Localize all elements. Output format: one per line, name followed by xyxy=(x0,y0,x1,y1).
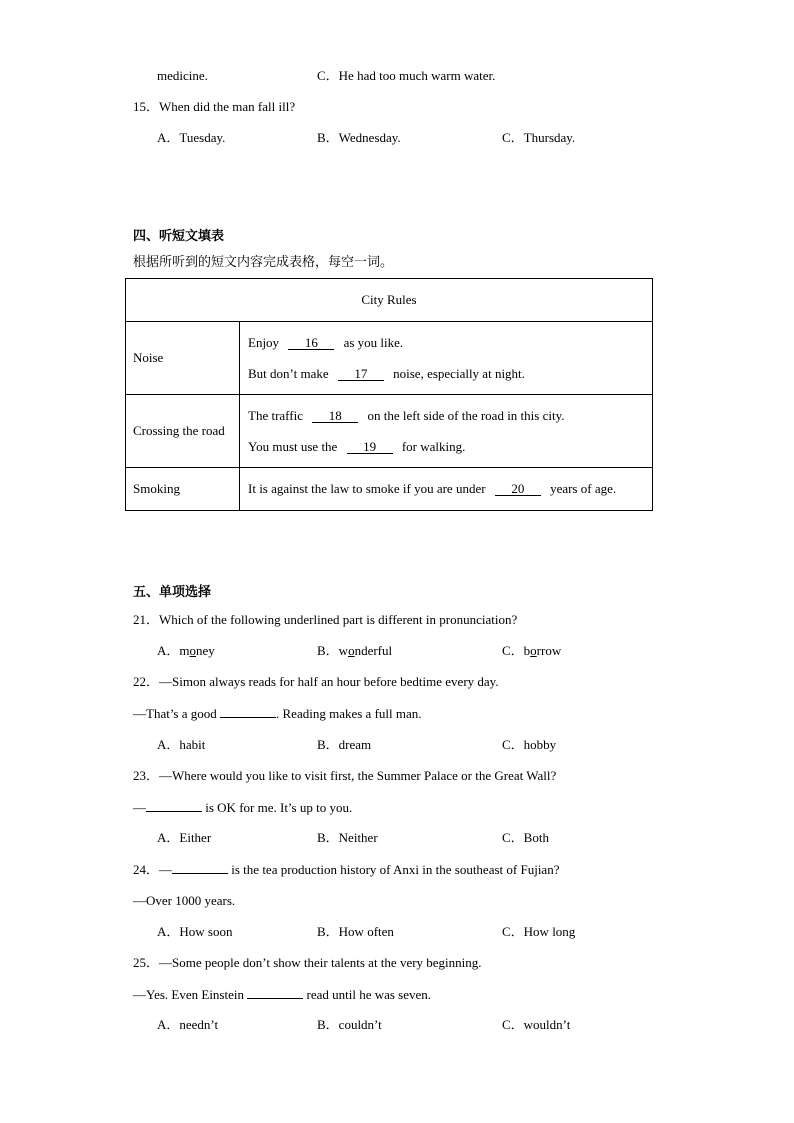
q24-option-a: A．How soon xyxy=(157,924,233,939)
q24-stem-post: is the tea production history of Anxi in the southeast of Fujian? xyxy=(228,862,560,877)
q25-option-c: C．wouldn’t xyxy=(502,1017,571,1032)
q25-option-b: B．couldn’t xyxy=(317,1017,382,1032)
q21-a-prefix: A．m xyxy=(157,643,190,658)
smoking-line1-post: years of age. xyxy=(550,481,617,496)
q23-option-b: B．Neither xyxy=(317,830,378,845)
blank-17: 17 xyxy=(338,367,384,381)
q21-a-suffix: ney xyxy=(196,643,215,658)
q21-option-b xyxy=(317,643,392,659)
noise-line2-post: noise, especially at night. xyxy=(393,365,525,381)
q23-stem: 23．—Where would you like to visit first, the Summer Palace or the Great Wall? xyxy=(133,768,557,783)
section5-heading: 五、单项选择 xyxy=(133,585,212,600)
q22-line2-post: . Reading makes a full man. xyxy=(276,706,422,721)
blank-20: 20 xyxy=(495,482,541,496)
q15-option-b: B．Wednesday. xyxy=(317,130,401,145)
q21-c-underlined: o xyxy=(530,643,537,658)
table-title: City Rules xyxy=(126,279,653,322)
q15-option-c: C．Thursday. xyxy=(502,130,576,145)
q23-line2-pre: — xyxy=(133,800,146,815)
q22-blank xyxy=(220,705,276,718)
q21-b-prefix: B．w xyxy=(317,643,349,658)
crossing-line1-post: on the left side of the road in this city. xyxy=(367,407,565,423)
q25-line2-pre: —Yes. Even Einstein xyxy=(133,987,244,1002)
noise-line1-pre: Enjoy xyxy=(248,334,280,350)
q24-line2: —Over 1000 years. xyxy=(133,893,236,908)
crossing-line2-post: for walking. xyxy=(401,438,466,454)
q21-c-prefix: C．b xyxy=(502,643,531,658)
q23-line2 xyxy=(133,799,352,816)
q22-line2 xyxy=(133,705,422,722)
q24-stem-pre: 24．— xyxy=(133,862,173,877)
blank-18: 18 xyxy=(312,409,358,423)
row-label-smoking: Smoking xyxy=(126,468,240,511)
section4-heading: 四、听短文填表 xyxy=(133,229,225,244)
blank-19: 19 xyxy=(347,440,393,454)
noise-line1-post: as you like. xyxy=(343,334,404,350)
smoking-line1-pre: It is against the law to smoke if you are under xyxy=(248,481,486,496)
crossing-line2-pre: You must use the xyxy=(248,438,338,454)
q24-option-b: B．How often xyxy=(317,924,394,939)
q14-option-c: C．He had too much warm water. xyxy=(317,68,496,83)
q25-line2 xyxy=(133,986,431,1003)
row-content-smoking xyxy=(240,468,653,511)
q14-option-a-continuation: medicine. xyxy=(157,68,208,83)
crossing-line1-pre: The traffic xyxy=(248,407,303,423)
q21-b-underlined: o xyxy=(348,643,355,658)
q21-b-suffix: nderful xyxy=(354,643,393,658)
q24-stem xyxy=(133,861,559,878)
q25-stem: 25．—Some people don’t show their talents at the very beginning. xyxy=(133,955,482,970)
noise-line2-pre: But don’t make xyxy=(248,365,329,381)
row-content-noise xyxy=(240,322,653,395)
q25-option-a: A．needn’t xyxy=(157,1017,219,1032)
section4-instruction: 根据所听到的短文内容完成表格，每空一词。 xyxy=(133,255,394,270)
q22-option-a: A．habit xyxy=(157,737,206,752)
q23-option-a: A．Either xyxy=(157,830,212,845)
row-label-crossing: Crossing the road xyxy=(126,395,240,468)
row-content-crossing xyxy=(240,395,653,468)
q21-a-underlined: o xyxy=(189,643,197,658)
q21-option-c xyxy=(502,643,561,659)
city-rules-table xyxy=(125,278,653,511)
q15-option-a: A．Tuesday. xyxy=(157,130,226,145)
q24-option-c: C．How long xyxy=(502,924,576,939)
q23-blank xyxy=(146,799,202,812)
q25-line2-post: read until he was seven. xyxy=(303,987,432,1002)
q21-option-a xyxy=(157,643,215,659)
q21-c-suffix: rrow xyxy=(536,643,562,658)
q25-blank xyxy=(247,986,303,999)
q22-option-b: B．dream xyxy=(317,737,372,752)
blank-16: 16 xyxy=(288,336,334,350)
q22-stem: 22．—Simon always reads for half an hour before bedtime every day. xyxy=(133,674,499,689)
q24-blank xyxy=(172,861,228,874)
q15-stem: 15．When did the man fall ill? xyxy=(133,99,296,114)
q23-option-c: C．Both xyxy=(502,830,549,845)
row-label-noise: Noise xyxy=(126,322,240,395)
q22-line2-pre: —That’s a good xyxy=(133,706,217,721)
q23-line2-post: is OK for me. It’s up to you. xyxy=(202,800,353,815)
q22-option-c: C．hobby xyxy=(502,737,557,752)
q21-stem: 21．Which of the following underlined part is different in pronunciation? xyxy=(133,612,518,627)
